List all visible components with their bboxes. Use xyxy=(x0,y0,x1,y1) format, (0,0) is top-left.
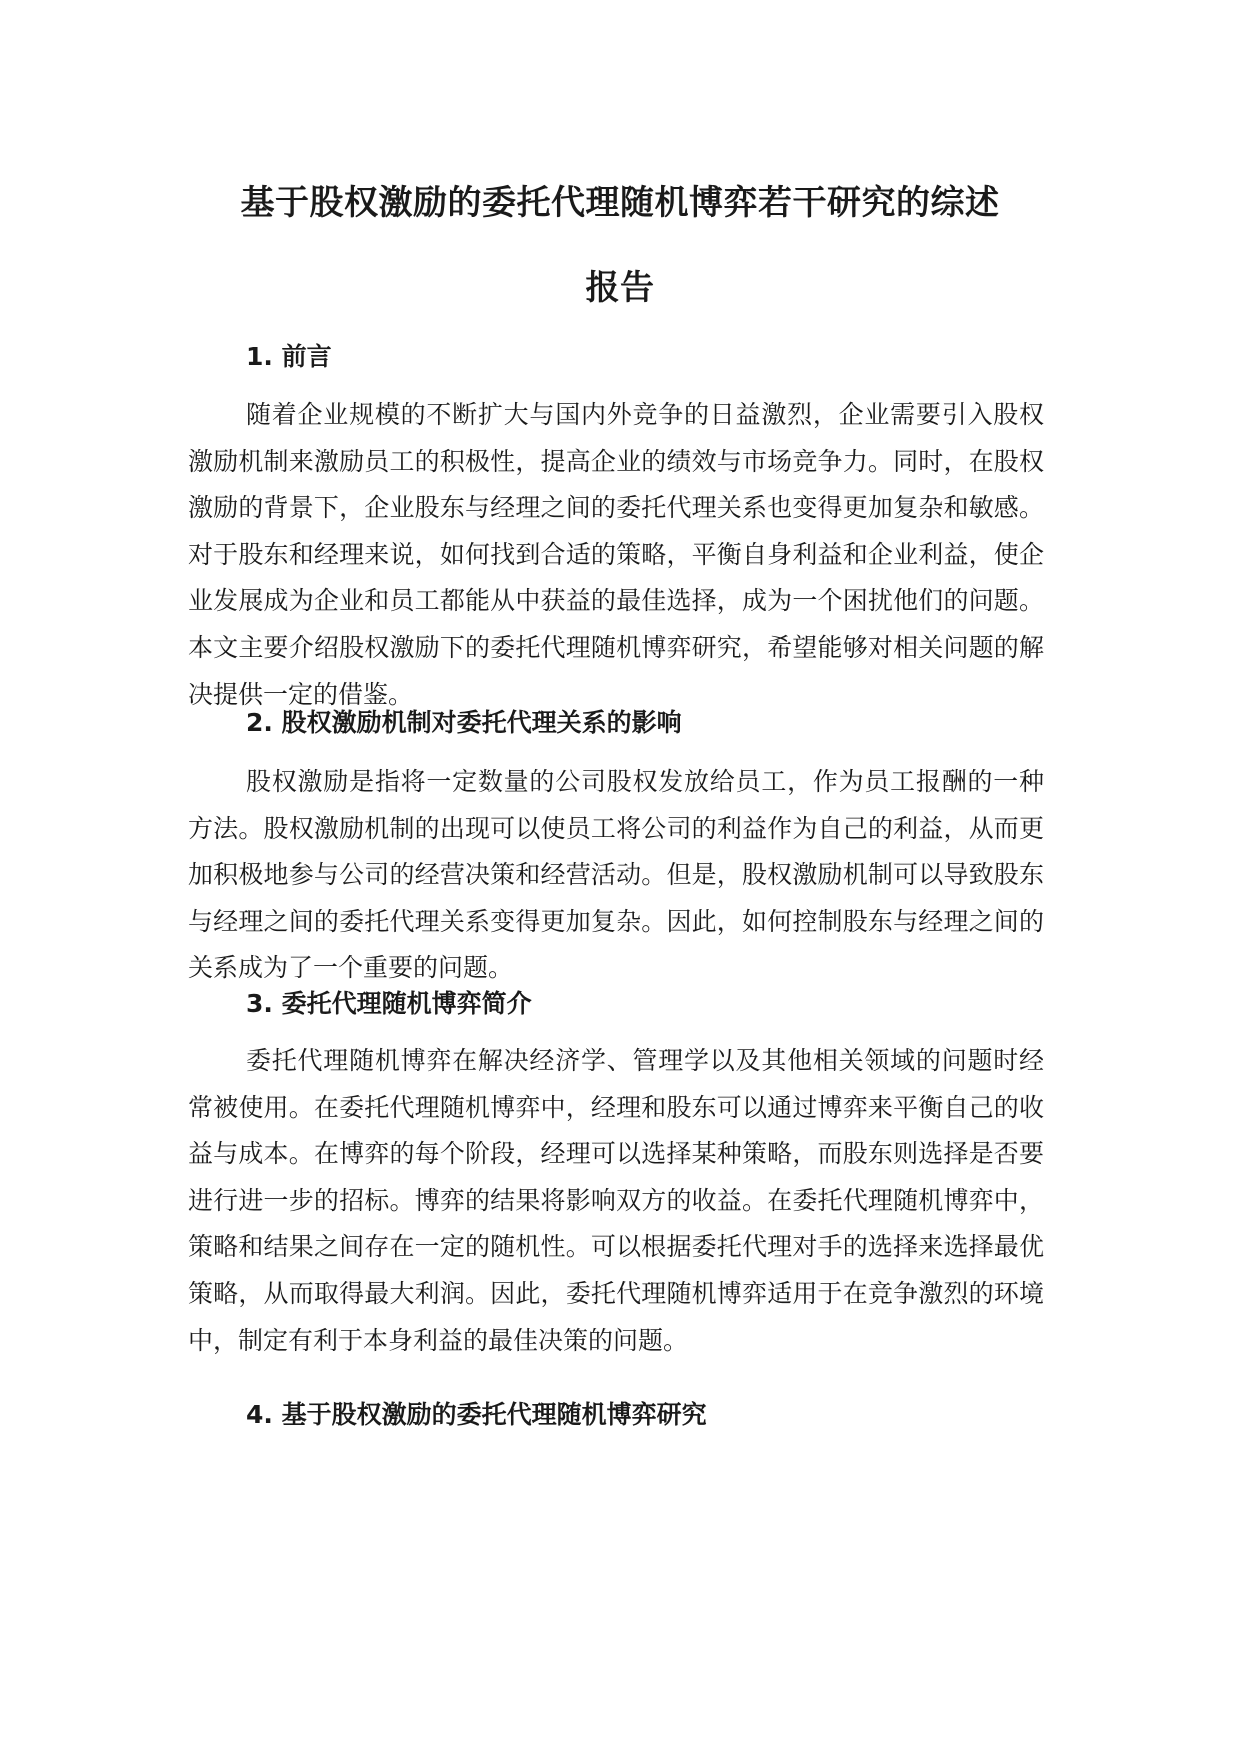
document-title-line-1: 基于股权激励的委托代理随机博弈若干研究的综述 xyxy=(240,183,1000,223)
section-heading-equity-incentive-impact: 2. 股权激励机制对委托代理关系的影响 xyxy=(246,708,682,737)
section-paragraph-stochastic-game-intro: 委托代理随机博弈在解决经济学、管理学以及其他相关领域的问题时经常被使用。在委托代理随机博弈中，经理和股东可以通过博弈来平衡自己的收益与成本。在博弈的每个阶段，经理可以选择某种策略，而股东则选择是否要进行进一步的招标。博弈的结果将影响双方的收益。在委托代理随机博弈中，策略和结果之间存在一定的随机性。可以根据委托代理对手的选择来选择最优策略，从而取得最大利润。因此，委托代理随机博弈适用于在竞争激烈的环境中，制定有利于本身利益的最佳决策的问题。 xyxy=(188,1046,1044,1355)
section-heading-introduction: 1. 前言 xyxy=(246,342,332,371)
section-paragraph-introduction: 随着企业规模的不断扩大与国内外竞争的日益激烈，企业需要引入股权激励机制来激励员工的积极性，提高企业的绩效与市场竞争力。同时，在股权激励的背景下，企业股东与经理之间的委托代理关系也变得更加复杂和敏感。对于股东和经理来说，如何找到合适的策略，平衡自身利益和企业利益，使企业发展成为企业和员工都能从中获益的最佳选择，成为一个困扰他们的问题。本文主要介绍股权激励下的委托代理随机博弈研究，希望能够对相关问题的解决提供一定的借鉴。 xyxy=(188,400,1044,709)
document-title-line-2: 报告 xyxy=(585,268,655,308)
section-heading-equity-based-research: 4. 基于股权激励的委托代理随机博弈研究 xyxy=(246,1400,707,1429)
section-heading-stochastic-game-intro: 3. 委托代理随机博弈简介 xyxy=(246,989,532,1018)
section-paragraph-equity-incentive-impact: 股权激励是指将一定数量的公司股权发放给员工，作为员工报酬的一种方法。股权激励机制的出现可以使员工将公司的利益作为自己的利益，从而更加积极地参与公司的经营决策和经营活动。但是，股权激励机制可以导致股东与经理之间的委托代理关系变得更加复杂。因此，如何控制股东与经理之间的关系成为了一个重要的问题。 xyxy=(188,767,1044,983)
